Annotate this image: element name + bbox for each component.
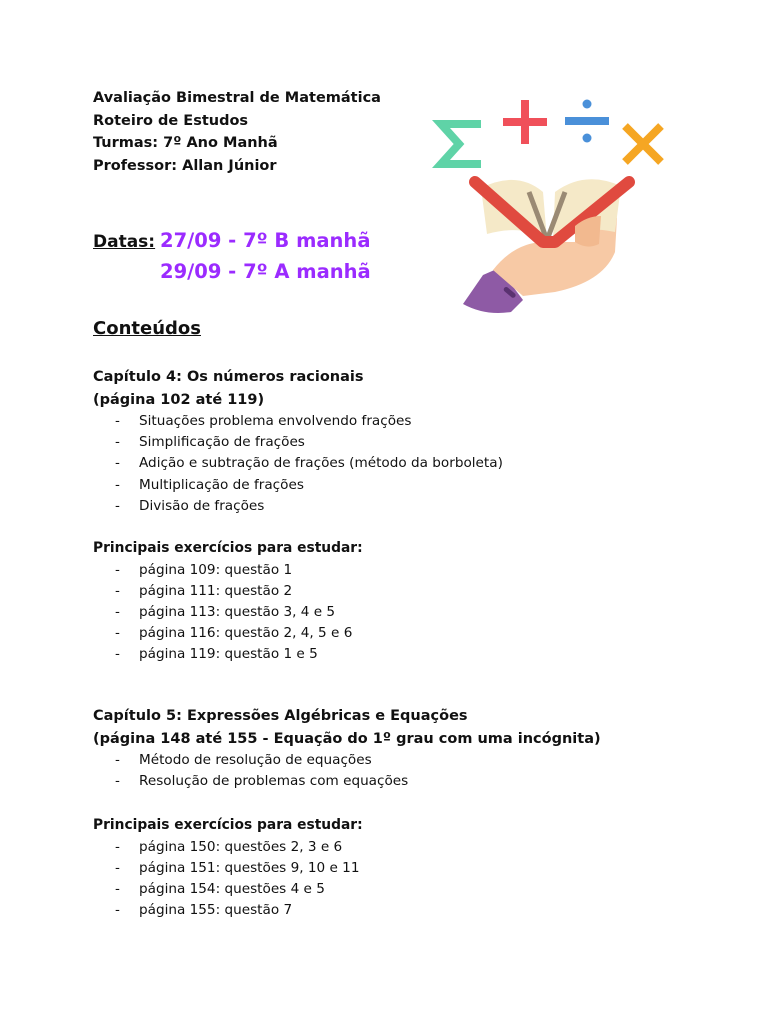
divide-icon [565,100,609,143]
list-item: - Adição e subtração de frações (método da borboleta) [115,455,503,472]
list-item: - Situações problema envolvendo frações [115,413,412,429]
date-1: 27/09 - 7º B manhã [160,229,371,252]
header [93,87,381,178]
chapter4-exercises [93,560,363,666]
list-item: - página 109: questão 1 [115,561,293,578]
chapter5-pages: (página 148 até 155 - Equação do 1º grau com uma incógnita) [93,730,601,747]
list-item: - página 150: questões 2, 3 e 6 [115,838,343,855]
header-subtitle: Roteiro de Estudos [93,112,249,129]
chapter4-title: Capítulo 4: Os números racionais [93,369,364,385]
list-item: - página 113: questão 3, 4 e 5 [115,603,336,620]
dates-section [93,225,371,287]
header-title: Avaliação Bimestral de Matemática [93,90,381,106]
chapter4-exercises-title: Principais exercícios para estudar: [93,540,363,556]
list-item: - Divisão de frações [115,497,265,514]
list-item: - Resolução de problemas com equações [115,773,409,790]
chapter4-exercises-section [93,537,363,666]
plus-icon [503,100,547,144]
contents-title: Conteúdos [93,318,201,339]
chapter5-exercises-title: Principais exercícios para estudar: [93,817,363,833]
sigma-icon [441,124,481,164]
list-item: - Método de resolução de equações [115,752,372,768]
date-2: 29/09 - 7º A manhã [160,260,371,283]
list-item: - Multiplicação de frações [115,476,304,493]
chapter5-section [93,705,601,792]
chapter4-pages: (página 102 até 119) [93,391,265,408]
chapter5-exercises [93,837,363,922]
chapter4-topics [93,411,503,517]
times-icon [625,126,661,162]
list-item: - página 111: questão 2 [115,582,293,599]
header-teacher: Professor: Allan Júnior [93,158,277,175]
list-item: - página 119: questão 1 e 5 [115,646,318,663]
chapter4-section [93,366,503,517]
list-item: - página 151: questões 9, 10 e 11 [115,859,360,876]
dates-label: Datas: [93,232,156,252]
list-item: - página 116: questão 2, 4, 5 e 6 [115,625,353,642]
chapter5-exercises-section [93,814,363,921]
chapter5-topics [93,750,601,792]
header-classes: Turmas: 7º Ano Manhã [93,135,278,152]
list-item: - página 154: questões 4 e 5 [115,880,325,897]
math-book-hand-icon [425,92,675,322]
chapter5-title: Capítulo 5: Expressões Algébricas e Equações [93,708,468,724]
list-item: - Simplificação de frações [115,434,305,451]
list-item: - página 155: questão 7 [115,902,293,919]
